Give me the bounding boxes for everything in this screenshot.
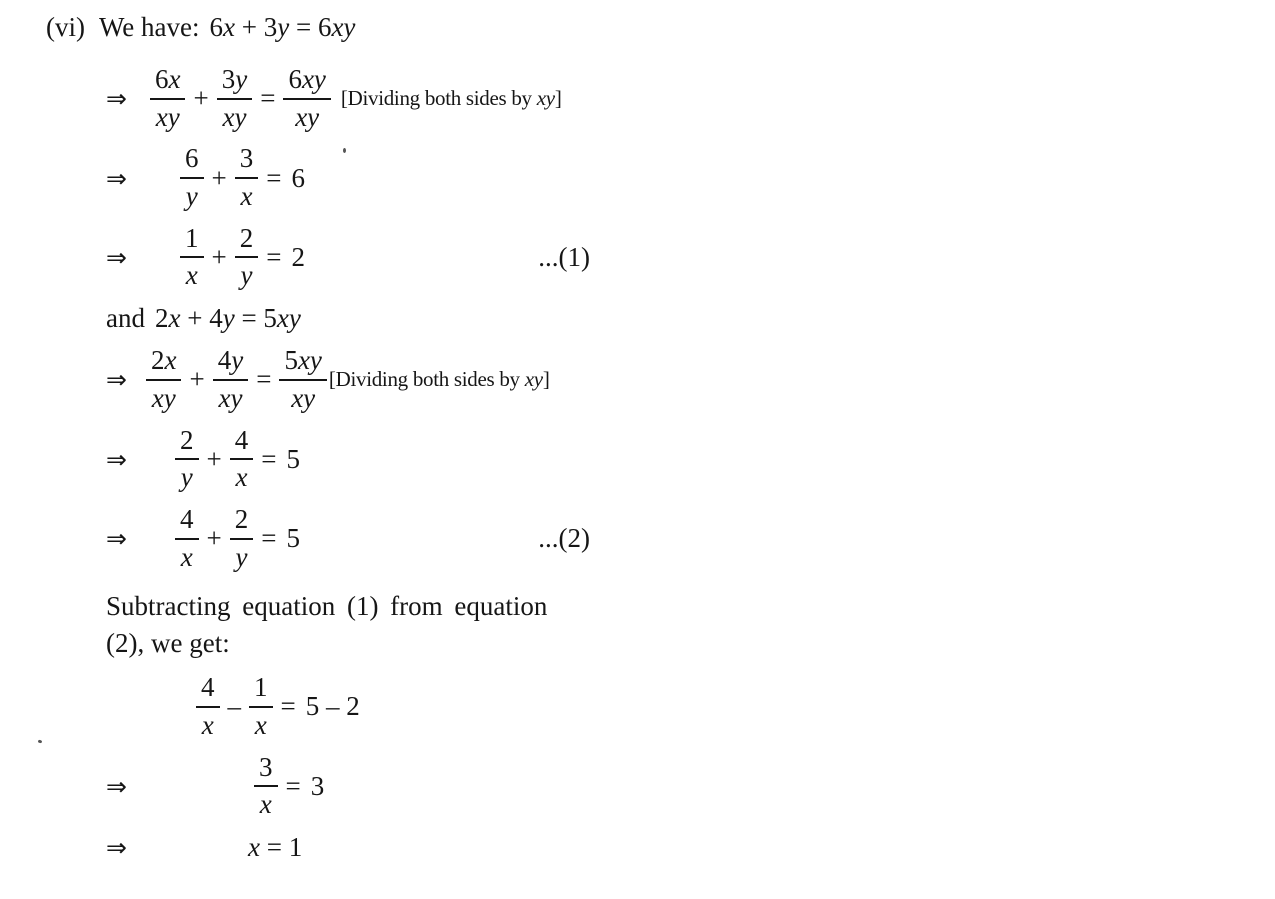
- fraction: [235, 144, 259, 211]
- implies-arrow-icon: ⇒: [106, 163, 127, 193]
- plus-operator: +: [211, 162, 227, 193]
- rhs-value: 5: [286, 443, 300, 474]
- numerator: 4: [196, 673, 220, 708]
- equation-step-1: [150, 65, 331, 132]
- denominator: x: [259, 789, 272, 820]
- note-text: [Dividing both sides by: [340, 86, 532, 111]
- subtracting-paragraph: [106, 588, 594, 661]
- fraction: [283, 65, 330, 132]
- numerator: 2: [230, 505, 254, 540]
- subtracting-text-line1: Subtracting equation (1) from equation: [106, 591, 548, 622]
- implies-arrow-icon: ⇒: [106, 524, 127, 554]
- equals-sign: =: [260, 83, 276, 114]
- fraction: [150, 65, 185, 132]
- step-line-5: [46, 426, 594, 493]
- fraction: [230, 505, 254, 572]
- denominator: xy: [151, 382, 176, 413]
- equals-sign: =: [285, 770, 301, 801]
- rhs-value: 3: [310, 770, 325, 801]
- fraction: [254, 753, 278, 820]
- equation-number-tag: ...(2): [538, 523, 590, 554]
- rhs-value: 5: [286, 523, 300, 554]
- fraction: [230, 426, 254, 493]
- fraction: [146, 346, 181, 413]
- fraction: [180, 144, 204, 211]
- denominator: y: [240, 260, 253, 291]
- rhs-value: 5 – 2: [305, 691, 360, 722]
- equation-step-7: [196, 673, 360, 740]
- fraction: [279, 346, 326, 413]
- denominator: y: [235, 541, 248, 572]
- second-equation: 2x + 4y = 5xy: [154, 303, 301, 334]
- step-line-3: [46, 224, 594, 291]
- note-variables: xy]: [524, 367, 550, 392]
- note-variables: xy]: [536, 86, 562, 111]
- subtracting-text-line2: (2), we get:: [106, 627, 230, 658]
- scan-speck: [343, 148, 346, 153]
- implies-arrow-icon: ⇒: [106, 771, 127, 801]
- denominator: xy: [155, 101, 180, 132]
- numerator: 4: [175, 505, 199, 540]
- dividing-note: [329, 367, 550, 392]
- note-text: [Dividing both sides by: [328, 367, 520, 392]
- numerator: 1: [249, 673, 273, 708]
- numerator: 3y: [217, 65, 252, 100]
- numerator: 6: [180, 144, 204, 179]
- plus-operator: +: [206, 523, 222, 554]
- denominator: x: [240, 181, 253, 212]
- equation-number-tag: ...(1): [538, 241, 590, 272]
- intro-prefix: We have:: [98, 12, 200, 42]
- numerator: 6x: [150, 65, 185, 100]
- rhs-value: 6: [291, 162, 305, 193]
- intro-equation: 6x + 3y = 6xy: [209, 12, 356, 42]
- plus-operator: +: [189, 364, 205, 395]
- intro-line: [46, 12, 594, 43]
- numerator: 2: [175, 426, 199, 461]
- step-line-2: [46, 144, 594, 211]
- step-line-8: [46, 753, 594, 820]
- rhs-value: 2: [291, 241, 305, 272]
- numerator: 2: [235, 224, 259, 259]
- numerator: 4y: [213, 346, 248, 381]
- equals-sign: =: [266, 162, 282, 193]
- equals-sign: =: [261, 443, 277, 474]
- implies-arrow-icon: ⇒: [106, 84, 127, 114]
- denominator: x: [180, 541, 193, 572]
- fraction: [235, 224, 259, 291]
- minus-operator: –: [227, 691, 241, 722]
- equation-step-8: [254, 753, 324, 820]
- fraction: [213, 346, 248, 413]
- plus-operator: +: [206, 443, 222, 474]
- implies-arrow-icon: ⇒: [106, 242, 127, 272]
- denominator: x: [201, 709, 214, 740]
- denominator: x: [254, 709, 267, 740]
- plus-operator: +: [193, 83, 209, 114]
- equals-sign: =: [280, 691, 296, 722]
- step-line-4: [46, 346, 594, 413]
- equation-step-5: [175, 426, 300, 493]
- numerator: 6xy: [283, 65, 330, 100]
- fraction: [196, 673, 220, 740]
- numerator: 1: [180, 224, 204, 259]
- step-line-9: [46, 832, 594, 863]
- step-line-1: [46, 65, 594, 132]
- final-result: x = 1: [248, 831, 303, 862]
- equals-sign: =: [256, 364, 272, 395]
- denominator: x: [185, 260, 198, 291]
- numerator: 5xy: [279, 346, 326, 381]
- scan-speck: [38, 739, 43, 743]
- denominator: xy: [222, 101, 247, 132]
- denominator: y: [180, 462, 193, 493]
- numerator: 3: [254, 753, 278, 788]
- fraction: [175, 426, 199, 493]
- numerator: 3: [235, 144, 259, 179]
- fraction: [180, 224, 204, 291]
- dividing-note: [341, 86, 562, 111]
- fraction: [217, 65, 252, 132]
- equation-step-6: [175, 505, 300, 572]
- plus-operator: +: [211, 241, 227, 272]
- denominator: xy: [295, 101, 320, 132]
- denominator: y: [185, 181, 198, 212]
- equation-step-9: [248, 832, 302, 863]
- part-label: (vi): [46, 12, 85, 42]
- equals-sign: =: [266, 241, 282, 272]
- equals-sign: =: [261, 523, 277, 554]
- denominator: x: [235, 462, 248, 493]
- fraction: [175, 505, 199, 572]
- denominator: xy: [218, 382, 243, 413]
- second-equation-line: [106, 303, 594, 334]
- equation-step-4: [146, 346, 327, 413]
- fraction: [249, 673, 273, 740]
- equation-step-2: [180, 144, 305, 211]
- solution-content: [46, 12, 594, 863]
- implies-arrow-icon: ⇒: [106, 365, 127, 395]
- and-prefix: and: [106, 303, 145, 334]
- numerator: 2x: [146, 346, 181, 381]
- equation-step-3: [180, 224, 305, 291]
- implies-arrow-icon: ⇒: [106, 444, 127, 474]
- step-line-7: [46, 673, 594, 740]
- numerator: 4: [230, 426, 254, 461]
- implies-arrow-icon: ⇒: [106, 832, 127, 862]
- step-line-6: [46, 505, 594, 572]
- denominator: xy: [291, 382, 316, 413]
